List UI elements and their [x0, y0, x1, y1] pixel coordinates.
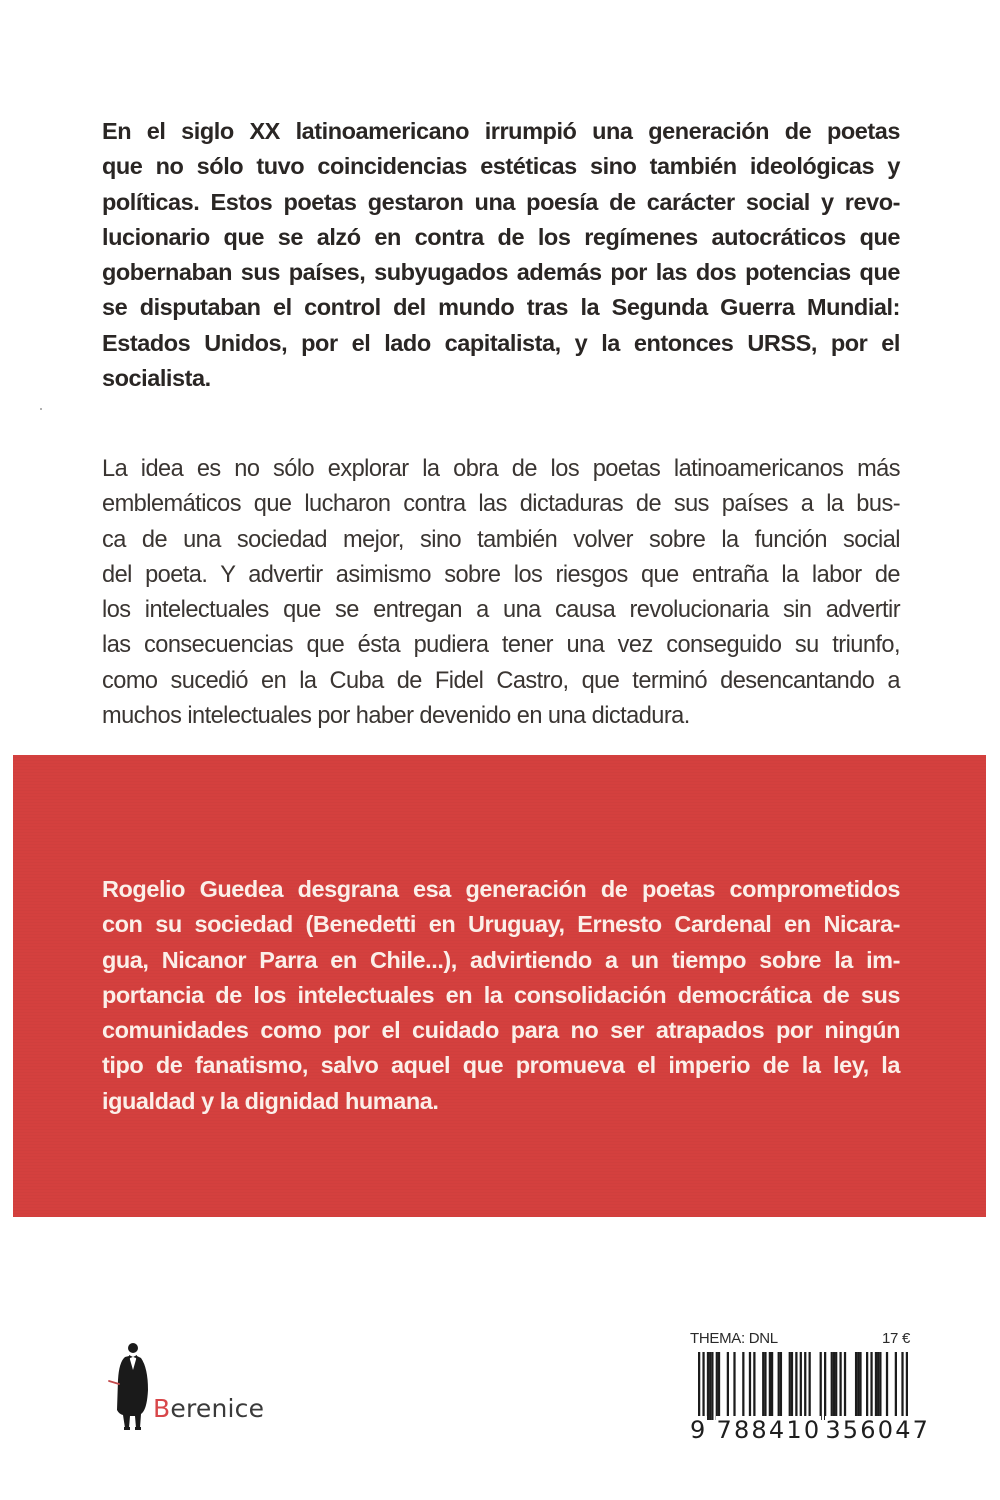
price-label: 17 €	[882, 1330, 910, 1347]
idea-line: los intelectuales que se entregan a una causa revolucionaria sin advertir	[102, 597, 900, 624]
highlight-line: comunidades como por el cuidado para no ser atrapados por ningún	[102, 1017, 900, 1044]
barcode-bar	[762, 1352, 764, 1420]
highlight-line: Rogelio Guedea desgrana esa generación de poetas comprometidos	[102, 876, 900, 902]
isbn-group-1: 788410	[716, 1416, 822, 1444]
isbn-barcode	[690, 1330, 931, 1445]
intro-line: que no sólo tuvo coincidencias estéticas sino también ideológicas y	[102, 153, 900, 180]
barcode-bar	[778, 1352, 780, 1420]
highlight-paragraph	[102, 872, 900, 1119]
barcode-bar	[824, 1352, 826, 1420]
highlight-line: tipo de fanatismo, salvo aquel que promueva el imperio de la ley, la	[102, 1052, 900, 1079]
intro-line: socialista.	[102, 365, 211, 392]
barcode-header	[690, 1330, 910, 1347]
isbn-digits	[690, 1416, 931, 1444]
idea-line: del poeta. Y advertir asimismo sobre los riesgos que entraña la labor de	[102, 561, 900, 588]
barcode-bar	[820, 1352, 822, 1420]
publisher-logo	[105, 1340, 265, 1435]
barcode-bar	[791, 1352, 793, 1420]
barcode-bar	[789, 1352, 791, 1420]
barcode-bar	[749, 1352, 751, 1420]
barcode-bar	[877, 1352, 879, 1420]
barcode-bar	[866, 1352, 868, 1420]
publisher-name-initial: B	[153, 1394, 171, 1423]
idea-line: emblemáticos que lucharon contra las dictaduras de sus países a la bus-	[102, 491, 900, 518]
barcode-bar	[795, 1352, 797, 1420]
barcode-bar	[707, 1352, 709, 1420]
barcode-bar	[711, 1352, 713, 1420]
barcode-bar	[833, 1352, 835, 1420]
barcode-bar	[855, 1352, 857, 1420]
barcode-bar	[716, 1352, 718, 1420]
isbn-group-2: 356047	[825, 1416, 931, 1444]
idea-line: muchos intelectuales por haber devenido en una dictadura.	[102, 703, 690, 730]
intro-line: lucionario que se alzó en contra de los regímenes autocráticos que	[102, 223, 900, 250]
idea-line: ca de una sociedad mejor, sino también volver sobre la función social	[102, 526, 900, 553]
barcode-bar	[742, 1352, 744, 1420]
barcode-bar	[709, 1352, 711, 1420]
intro-line: En el siglo XX latinoamericano irrumpió una generación de poetas	[102, 118, 900, 144]
barcode-bar	[727, 1352, 729, 1420]
publisher-name	[153, 1394, 264, 1423]
idea-paragraph	[102, 452, 900, 734]
intro-line: se disputaban el control del mundo tras la Segunda Guerra Mundial:	[102, 294, 900, 321]
barcode-bar	[780, 1352, 782, 1420]
highlight-line: igualdad y la dignidad humana.	[102, 1087, 439, 1114]
barcode-bar	[879, 1352, 881, 1420]
idea-line: La idea es no sólo explorar la obra de los poetas latinoamericanos más	[102, 456, 900, 482]
barcode-bar	[771, 1352, 773, 1420]
barcode-bar	[769, 1352, 771, 1420]
barcode-bar	[844, 1352, 846, 1420]
highlight-line: portancia de los intelectuales en la consolidación democrática de sus	[102, 981, 900, 1008]
idea-line: como sucedió en la Cuba de Fidel Castro, que terminó desencantando a	[102, 667, 900, 694]
highlight-line: gua, Nicanor Parra en Chile...), advirtiendo a un tiempo sobre la im-	[102, 946, 900, 973]
highlight-line: con su sociedad (Benedetti en Uruguay, Ernesto Cardenal en Nicara-	[102, 911, 900, 938]
barcode-bar	[831, 1352, 833, 1420]
barcode-bar	[857, 1352, 859, 1420]
barcode-bar	[835, 1352, 837, 1420]
barcode-bar	[809, 1352, 811, 1420]
barcode-bar	[895, 1352, 897, 1420]
barcode-bar	[859, 1352, 861, 1420]
intro-line: gobernaban sus países, subyugados además por las dos potencias que	[102, 259, 900, 286]
barcode-bar	[886, 1352, 888, 1420]
publisher-name-rest: erenice	[170, 1394, 265, 1423]
barcode-bar	[839, 1352, 841, 1420]
idea-line: las consecuencias que ésta pudiera tener una vez conseguido su triunfo,	[102, 632, 900, 659]
intro-paragraph	[102, 114, 900, 396]
intro-line: políticas. Estos poetas gestaron una poesía de carácter social y revo-	[102, 188, 900, 215]
isbn-first-digit: 9	[690, 1416, 708, 1444]
barcode-bar	[718, 1352, 720, 1420]
intro-line: Estados Unidos, por el lado capitalista, y la entonces URSS, por el	[102, 329, 900, 356]
barcode-bar	[870, 1352, 872, 1420]
barcode-bar	[753, 1352, 755, 1420]
print-speck	[40, 408, 42, 410]
barcode-bar	[764, 1352, 766, 1420]
barcode-bar	[733, 1352, 735, 1420]
barcode-bar	[875, 1352, 877, 1420]
thema-code: THEMA: DNL	[690, 1330, 778, 1347]
